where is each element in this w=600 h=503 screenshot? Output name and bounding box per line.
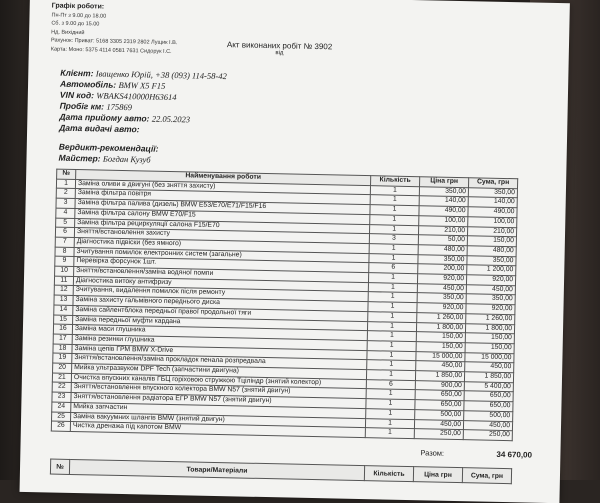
row-price: 450,00 xyxy=(414,419,463,430)
row-num: 14 xyxy=(54,305,73,315)
row-price: 150,00 xyxy=(416,342,465,353)
row-qty: 1 xyxy=(370,214,419,225)
row-num: 15 xyxy=(54,315,73,325)
row-price: 350,00 xyxy=(419,186,468,197)
row-name: Зняття/встановлення захисту xyxy=(74,228,369,244)
mat-header-price: Ціна грн xyxy=(413,467,462,483)
row-name: Зчитування, видалення помилок після ремонту xyxy=(73,286,368,302)
row-num: 21 xyxy=(52,373,71,383)
row-sum: 1 850,00 xyxy=(464,372,513,383)
client-value: Іващенко Юрій, +38 (093) 114-58-42 xyxy=(95,68,227,82)
row-num: 24 xyxy=(52,402,71,412)
act-header xyxy=(227,40,333,57)
row-num: 17 xyxy=(53,334,72,344)
row-name: Зняття/встановлення/заміна водяної помпи xyxy=(74,267,369,283)
mat-header-sum: Сума, грн xyxy=(462,468,511,484)
mat-header-name: Товари/Матеріали xyxy=(69,459,364,480)
schedule-title: Графік роботи: xyxy=(51,2,105,11)
row-price: 210,00 xyxy=(418,225,467,236)
master-label: Майстер: xyxy=(58,152,101,164)
row-price: 1 260,00 xyxy=(417,313,466,324)
row-price: 350,00 xyxy=(418,254,467,265)
row-num: 7 xyxy=(55,237,74,247)
row-qty: 1 xyxy=(367,350,416,361)
row-sum: 5 400,00 xyxy=(464,381,513,392)
row-price: 920,00 xyxy=(417,274,466,285)
row-qty: 6 xyxy=(366,379,415,390)
col-header-sum: Сума, грн xyxy=(469,178,518,189)
row-sum: 480,00 xyxy=(467,246,516,257)
row-name: Заміна сайлентблока передньої правої продольної тяги xyxy=(73,305,368,321)
master-value: Богдан Кузуб xyxy=(102,153,151,165)
row-sum: 490,00 xyxy=(468,207,517,218)
row-qty: 1 xyxy=(369,244,418,255)
row-qty: 1 xyxy=(367,321,416,332)
row-name: Очистка впускних каналів ГБЦ горіховою стружкою Тціліндр (знятий колектор) xyxy=(71,373,366,389)
materials-table xyxy=(50,459,512,485)
row-num: 13 xyxy=(54,295,73,305)
row-num: 22 xyxy=(52,383,71,393)
row-name: Зняття/встановлення впускного колектора BMW N57 (знятий двигун) xyxy=(71,383,366,399)
work-schedule xyxy=(51,2,178,56)
row-name: Діагностика підвіски (без ямного) xyxy=(74,237,369,253)
row-price: 1 850,00 xyxy=(415,371,464,382)
row-qty: 1 xyxy=(369,253,418,264)
row-qty: 1 xyxy=(368,292,417,303)
row-sum: 150,00 xyxy=(467,236,516,247)
row-name: Зняття/встановлення радіатора ЕГР BMW N57 (знятий двигун) xyxy=(71,393,366,409)
mileage-value: 175869 xyxy=(106,101,133,113)
row-price: 650,00 xyxy=(415,390,464,401)
act-date-label: від xyxy=(275,50,284,57)
client-info xyxy=(58,68,226,167)
row-qty: 3 xyxy=(369,234,418,245)
act-title: Акт виконаних робіт № 3902 xyxy=(226,40,333,52)
schedule-line: Пн-Пт з 9.00 до 18.00 xyxy=(51,11,107,20)
works-table-body xyxy=(51,179,517,441)
row-name: Чистка дренажа під капотом BMW xyxy=(70,422,365,438)
row-qty: 1 xyxy=(366,389,415,400)
row-num: 23 xyxy=(52,392,71,402)
row-price: 920,00 xyxy=(417,303,466,314)
row-num: 11 xyxy=(54,276,73,286)
accept-date-value: 22.05.2023 xyxy=(151,113,191,125)
row-name: Зчитування помилок електронних систем (загальне) xyxy=(74,247,369,263)
row-num: 12 xyxy=(54,286,73,296)
row-name: Заміна маси глушника xyxy=(72,325,367,341)
mileage-label: Пробіг км: xyxy=(59,100,105,112)
row-sum: 1 800,00 xyxy=(465,323,514,334)
total-value: 34 670,00 xyxy=(496,449,533,460)
works-table xyxy=(51,169,518,442)
row-price: 500,00 xyxy=(415,410,464,421)
row-sum: 450,00 xyxy=(466,284,515,295)
row-price: 15 000,00 xyxy=(416,351,465,362)
row-price: 450,00 xyxy=(416,361,465,372)
row-sum: 140,00 xyxy=(468,197,517,208)
row-price: 50,00 xyxy=(418,235,467,246)
row-price: 480,00 xyxy=(418,245,467,256)
row-price: 900,00 xyxy=(415,380,464,391)
row-qty: 1 xyxy=(367,360,416,371)
row-qty: 1 xyxy=(368,282,417,293)
row-sum: 350,00 xyxy=(468,187,517,198)
col-header-qty: Кількість xyxy=(371,176,420,187)
row-name: Заміна фільтра рециркуляції салона F15/E70 xyxy=(75,218,370,234)
row-sum: 350,00 xyxy=(467,255,516,266)
row-name: Заміна фільтра салону BMW E70/F15 xyxy=(75,208,370,224)
row-qty: 1 xyxy=(365,418,414,429)
row-name: Діагностика витоку антифризу xyxy=(73,276,368,292)
mat-header-qty: Кількість xyxy=(364,466,413,482)
row-num: 9 xyxy=(55,256,74,266)
row-sum: 920,00 xyxy=(466,275,515,286)
row-price: 650,00 xyxy=(415,400,464,411)
row-num: 8 xyxy=(55,247,74,257)
row-qty: 1 xyxy=(367,331,416,342)
row-sum: 650,00 xyxy=(464,391,513,402)
car-label: Автомобіль: xyxy=(59,78,117,90)
row-qty: 1 xyxy=(370,224,419,235)
row-qty: 1 xyxy=(370,205,419,216)
row-sum: 100,00 xyxy=(468,217,517,228)
row-qty: 1 xyxy=(368,273,417,284)
col-header-num: № xyxy=(57,169,76,179)
row-sum: 450,00 xyxy=(463,420,512,431)
vin-value: WBAKS410000H63614 xyxy=(96,90,177,103)
document-sheet xyxy=(20,0,570,503)
row-sum: 500,00 xyxy=(464,411,513,422)
col-header-name: Найменування роботи xyxy=(76,169,371,185)
row-num: 20 xyxy=(53,363,72,373)
row-sum: 1 200,00 xyxy=(467,265,516,276)
row-name: Заміна фільтра повітря xyxy=(75,189,370,205)
row-name: Мийка ультразвуком DPF Tech (запчастини двигуна) xyxy=(72,364,367,380)
schedule-line: Сб. з 9.00 до 15.00 xyxy=(51,20,100,28)
row-price: 1 800,00 xyxy=(416,322,465,333)
row-name: Заміна фільтра палива (дизель) BMW E53/E70/E71/F15/F16 xyxy=(75,199,370,215)
row-sum: 650,00 xyxy=(464,401,513,412)
row-sum: 210,00 xyxy=(467,226,516,237)
issue-date-label: Дата видачі авто: xyxy=(59,122,140,135)
row-num: 16 xyxy=(53,324,72,334)
row-name: Заміна цепів ГРМ BMW X-Drive xyxy=(72,344,367,360)
row-sum: 250,00 xyxy=(463,430,512,441)
row-qty: 6 xyxy=(369,263,418,274)
total-label: Разом: xyxy=(420,448,445,458)
row-num: 25 xyxy=(52,412,71,422)
row-sum: 450,00 xyxy=(465,362,514,373)
row-qty: 1 xyxy=(367,341,416,352)
row-name: Заміна захисту гальмівного переднього диска xyxy=(73,296,368,312)
row-price: 250,00 xyxy=(414,429,463,440)
row-num: 3 xyxy=(56,198,75,208)
row-qty: 1 xyxy=(370,195,419,206)
row-sum: 1 260,00 xyxy=(466,314,515,325)
row-num: 1 xyxy=(56,179,75,189)
accept-date-label: Дата прийому авто: xyxy=(59,111,150,124)
row-name: Заміна резинки глушника xyxy=(72,334,367,350)
row-qty: 1 xyxy=(368,302,417,313)
row-qty: 1 xyxy=(366,399,415,410)
row-qty: 1 xyxy=(370,185,419,196)
row-price: 150,00 xyxy=(416,332,465,343)
row-num: 18 xyxy=(53,344,72,354)
row-price: 490,00 xyxy=(419,206,468,217)
row-num: 6 xyxy=(55,227,74,237)
schedule-line: Рахунок: Приват: 5168 3305 2319 2802 Лущик І.В. xyxy=(50,37,178,47)
row-name: Заміна вакуумних шлангів BMW (знятий двигун) xyxy=(71,412,366,428)
row-price: 140,00 xyxy=(419,196,468,207)
row-sum: 15 000,00 xyxy=(465,352,514,363)
schedule-line: Карта: Моно: 5375 4114 0581 7631 Сидорук І.С. xyxy=(50,45,172,55)
client-label: Клієнт: xyxy=(60,67,94,79)
row-sum: 920,00 xyxy=(466,304,515,315)
row-price: 100,00 xyxy=(419,216,468,227)
row-name: Заміна оливи в двигуні (без зняття захисту) xyxy=(75,179,370,195)
row-num: 10 xyxy=(55,266,74,276)
col-header-price: Ціна грн xyxy=(420,177,469,188)
row-num: 5 xyxy=(56,218,75,228)
row-name: Зняття/встановлення/заміна прокладок пенала розпредвала xyxy=(72,354,367,370)
row-qty: 1 xyxy=(366,408,415,419)
row-sum: 150,00 xyxy=(465,333,514,344)
row-name: Заміна передньої муфти кардана xyxy=(73,315,368,331)
row-name: Мийка запчастин xyxy=(71,402,366,418)
row-num: 2 xyxy=(56,189,75,199)
schedule-line: Нд. Вихідний xyxy=(51,28,85,36)
row-sum: 350,00 xyxy=(466,294,515,305)
car-value: BMW X5 F15 xyxy=(118,79,166,91)
row-price: 200,00 xyxy=(418,264,467,275)
row-qty: 1 xyxy=(368,311,417,322)
row-qty: 1 xyxy=(366,370,415,381)
row-num: 19 xyxy=(53,353,72,363)
mat-header-num: № xyxy=(50,459,69,474)
row-num: 26 xyxy=(51,421,70,431)
row-name: Перевірка форсунок 1шт. xyxy=(74,257,369,273)
row-price: 450,00 xyxy=(417,283,466,294)
vin-label: VIN код: xyxy=(59,89,95,101)
row-sum: 150,00 xyxy=(465,343,514,354)
verdict-label: Вердикт-рекомендації: xyxy=(58,141,159,154)
row-num: 4 xyxy=(56,208,75,218)
row-qty: 1 xyxy=(365,428,414,439)
row-price: 350,00 xyxy=(417,293,466,304)
